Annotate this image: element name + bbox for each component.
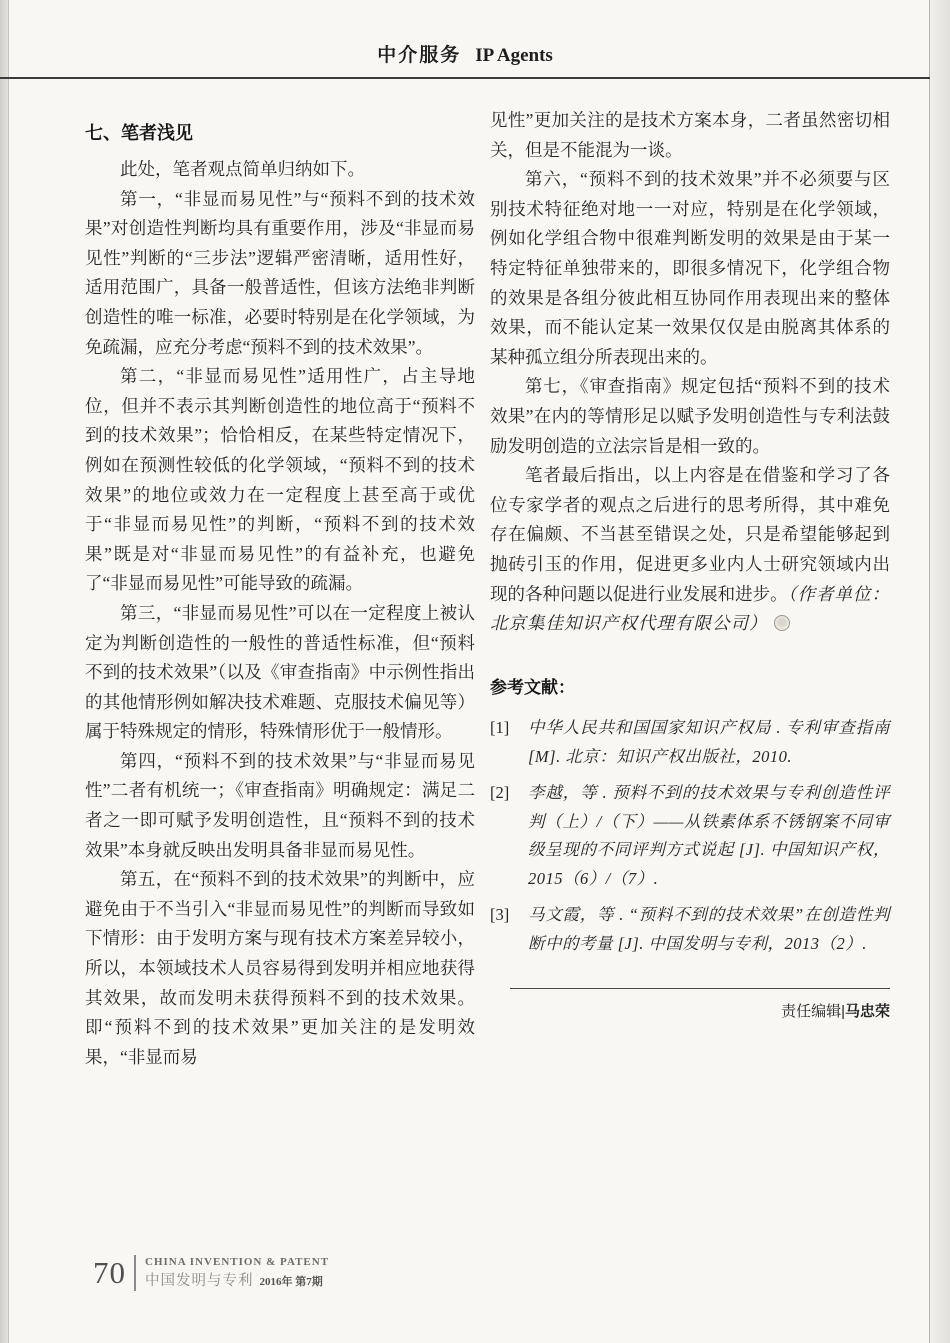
scan-edge-left <box>0 0 9 1343</box>
reference-item <box>490 779 890 893</box>
paragraph-point-4: 第四，“预料不到的技术效果”与“非显而易见性”二者有机统一；《审查指南》明确规定：满足二者之一即可赋予发明创造性，且“预料不到的技术效果”本身就反映出发明具备非显而易见性。 <box>85 750 475 860</box>
reference-number: [2] <box>490 783 510 803</box>
scan-edge-right <box>929 0 950 1343</box>
journal-info <box>145 1256 329 1290</box>
journal-issue: 2016年 第7期 <box>259 1276 323 1288</box>
reference-item <box>490 714 890 771</box>
left-column <box>85 118 475 1072</box>
references-heading: 参考文献： <box>490 677 575 697</box>
end-of-article-icon <box>774 615 790 631</box>
journal-name-en: CHINA INVENTION & PATENT <box>145 1256 330 1268</box>
paragraph-point-2: 第二，“非显而易见性”适用性广，占主导地位，但并不表示其判断创造性的地位高于“预料不到的技术效果”；恰恰相反，在某些特定情况下，例如在预测性较低的化学领域，“预料不到的技术效果”的地位或效力在一定程度上甚至高于或优于“非显而易见性”的判断，“预料不到的技术效果”既是对“非显而易见性”的有益补充，也避免了“非显而易见性”可能导致的疏漏。 <box>85 366 475 594</box>
page-header <box>0 40 930 67</box>
reference-text: 中华人民共和国国家知识产权局 . 专利审查指南 [M]. 北京：知识产权出版社，2010. <box>528 718 890 766</box>
paragraph-point-7: 第七，《审查指南》规定包括“预料不到的技术效果”在内的等情形足以赋予发明创造性与专利法鼓励发明创造的立法宗旨是相一致的。 <box>490 376 890 456</box>
article-section-heading: 七、笔者浅见 <box>85 123 193 143</box>
paragraph-point-6: 第六，“预料不到的技术效果”并不必须要与区别技术特征绝对地一一对应，特别是在化学领域，例如化学组合物中很难判断发明的效果是由于某一特定特征单独带来的，即很多情况下，化学组合物的效果是各组分彼此相互协同作用表现出来的整体效果，而不能认定某一效果仅仅是由脱离其体系的某种孤立组分所表现出来的。 <box>490 169 890 367</box>
section-label-cn: 中介服务 <box>377 45 462 66</box>
author-affiliation: （作者单位：北京集佳知识产权代理有限公司） <box>490 583 891 634</box>
reference-number: [1] <box>490 718 510 738</box>
paragraph-intro: 此处，笔者观点简单归纳如下。 <box>120 159 365 179</box>
editor-separator: | <box>841 1003 845 1021</box>
reference-text: 马文霞，等 . “预料不到的技术效果”在创造性判断中的考量 [J]. 中国发明与专利，2013（2）. <box>528 905 890 953</box>
paragraph-point-1: 第一，“非显而易见性”与“预料不到的技术效果”对创造性判断均具有重要作用，涉及“非显而易见性”判断的“三步法”逻辑严密清晰，适用性好，适用范围广，具备一般普适性，但该方法绝非判断创造性的唯一标准，必要时特别是在化学领域，为免疏漏，应充分考虑“预料不到的技术效果”。 <box>85 188 475 357</box>
footer-divider <box>134 1255 136 1291</box>
journal-name-cn: 中国发明与专利 <box>145 1273 254 1289</box>
section-label-en: IP Agents <box>475 45 553 66</box>
page-footer <box>93 1255 329 1291</box>
right-column <box>490 106 890 1027</box>
closing-text: 笔者最后指出，以上内容是在借鉴和学习了各位专家学者的观点之后进行的思考所得，其中难免存在偏颇、不当甚至错误之处，只是希望能够起到抛砖引玉的作用，促进更多业内人士研究领域内出现的各种问题以促进行业发展和进步。 <box>490 465 890 604</box>
page-number: 70 <box>93 1255 126 1290</box>
editor-label: 责任编辑 <box>781 1003 842 1021</box>
editor-name: 马忠荣 <box>844 1003 890 1021</box>
paragraph-closing <box>490 461 890 639</box>
reference-item <box>490 901 890 958</box>
paragraph-point-5: 第五，在“预料不到的技术效果”的判断中，应避免由于不当引入“非显而易见性”的判断而导致如下情形：由于发明方案与现有技术方案差异较小，所以，本领域技术人员容易得到发明并相应地获得其效果，故而发明未获得预料不到的技术效果。即“预料不到的技术效果”更加关注的是发明效果，“非显而易 <box>85 869 475 1067</box>
reference-text: 李越，等 . 预料不到的技术效果与专利创造性评判（上）/（下）——从铁素体系不锈钢案不同审级呈现的不同评判方式说起 [J]. 中国知识产权，2015（6）/（7）. <box>528 783 890 888</box>
reference-number: [3] <box>490 905 510 925</box>
editor-divider <box>510 988 890 989</box>
paragraph-point-5-continued: 见性”更加关注的是技术方案本身，二者虽然密切相关，但是不能混为一谈。 <box>490 110 890 160</box>
header-rule <box>0 77 930 79</box>
editor-credit <box>490 997 890 1027</box>
paragraph-point-3: 第三，“非显而易见性”可以在一定程度上被认定为判断创造性的一般性的普适性标准，但“预料不到的技术效果”（以及《审查指南》中示例性指出的其他情形例如解决技术难题、克服技术偏见等）属于特殊规定的情形，特殊情形优于一般情形。 <box>85 602 475 742</box>
